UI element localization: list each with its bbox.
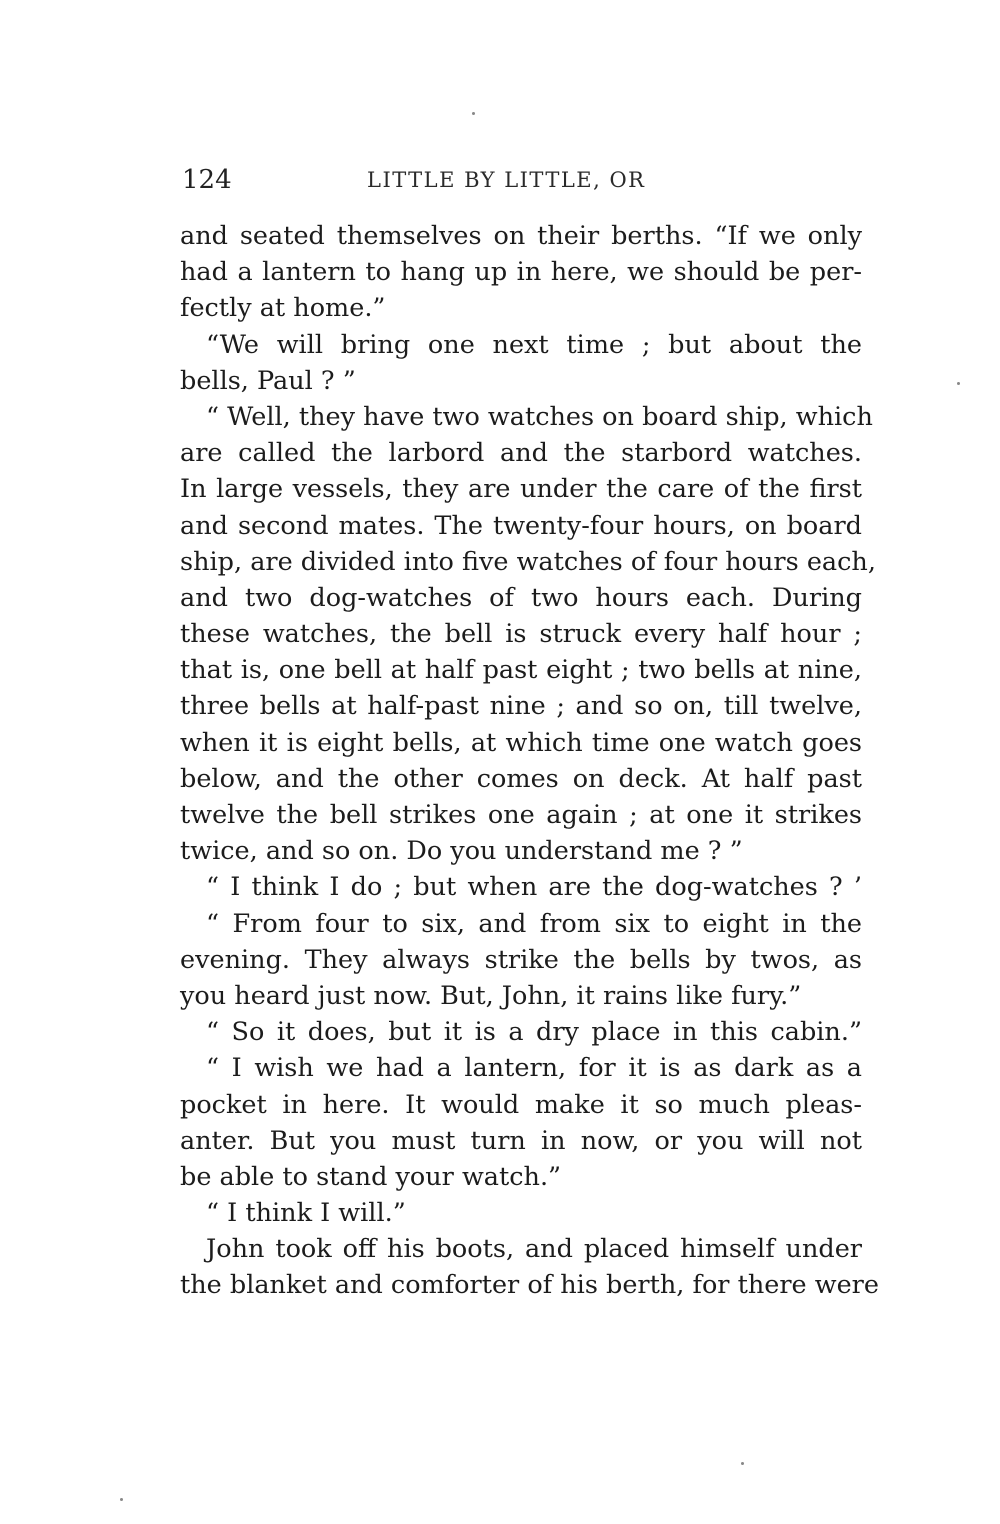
text-line: three bells at half-past nine ; and so on, till twelve, [180,691,862,722]
text-line: “ So it does, but it is a dry place in this cabin.” [206,1017,862,1048]
text-line: these watches, the bell is struck every half hour ; [180,619,862,650]
text-line: you heard just now. But, John, it rains like fury.” [180,980,802,1011]
text-line: evening. They always strike the bells by twos, as [180,944,862,975]
text-line: fectly at home.” [180,293,386,324]
text-line: and second mates. The twenty-four hours, on board [180,510,862,541]
text-line: “ I wish we had a lantern, for it is as dark as a [206,1053,862,1084]
scan-speck [957,382,960,385]
text-line: pocket in here. It would make it so much pleas- [180,1089,862,1120]
text-line: In large vessels, they are under the care of the first [180,474,862,505]
text-line: be able to stand your watch.” [180,1161,562,1192]
text-line: “ From four to six, and from six to eight in the [206,908,862,939]
text-line: “ I think I do ; but when are the dog-watches ? ’ [206,872,862,903]
text-line: and seated themselves on their berths. “If we only [180,221,862,251]
scan-speck [120,1498,123,1501]
text-line: twice, and so on. Do you understand me ? ” [180,836,743,867]
text-line: had a lantern to hang up in here, we should be per- [180,257,862,288]
text-line: ship, are divided into five watches of four hours each, [180,546,876,577]
text-line: “We will bring one next time ; but about the [206,329,862,360]
running-title: LITTLE BY LITTLE, OR [367,168,646,192]
text-line: bells, Paul ? ” [180,365,356,396]
text-line: below, and the other comes on deck. At half past [180,763,862,794]
body-text [180,218,879,1304]
text-line: when it is eight bells, at which time one watch goes [180,727,862,758]
text-line: that is, one bell at half past eight ; two bells at nine, [180,655,862,686]
text-line: and two dog-watches of two hours each. During [180,582,862,613]
scan-speck [741,1462,744,1465]
text-line: “ Well, they have two watches on board ship, which [206,401,873,432]
text-line: the blanket and comforter of his berth, for there were [180,1270,879,1301]
scan-speck [472,112,475,115]
text-line: anter. But you must turn in now, or you will not [180,1125,862,1156]
text-line: are called the larbord and the starbord watches. [180,438,862,469]
page-number: 124 [182,165,232,195]
page-header [182,160,862,200]
text-line: John took off his boots, and placed himself under [206,1234,862,1265]
text-line: twelve the bell strikes one again ; at one it strikes [180,800,862,830]
text-line: “ I think I will.” [206,1198,406,1229]
